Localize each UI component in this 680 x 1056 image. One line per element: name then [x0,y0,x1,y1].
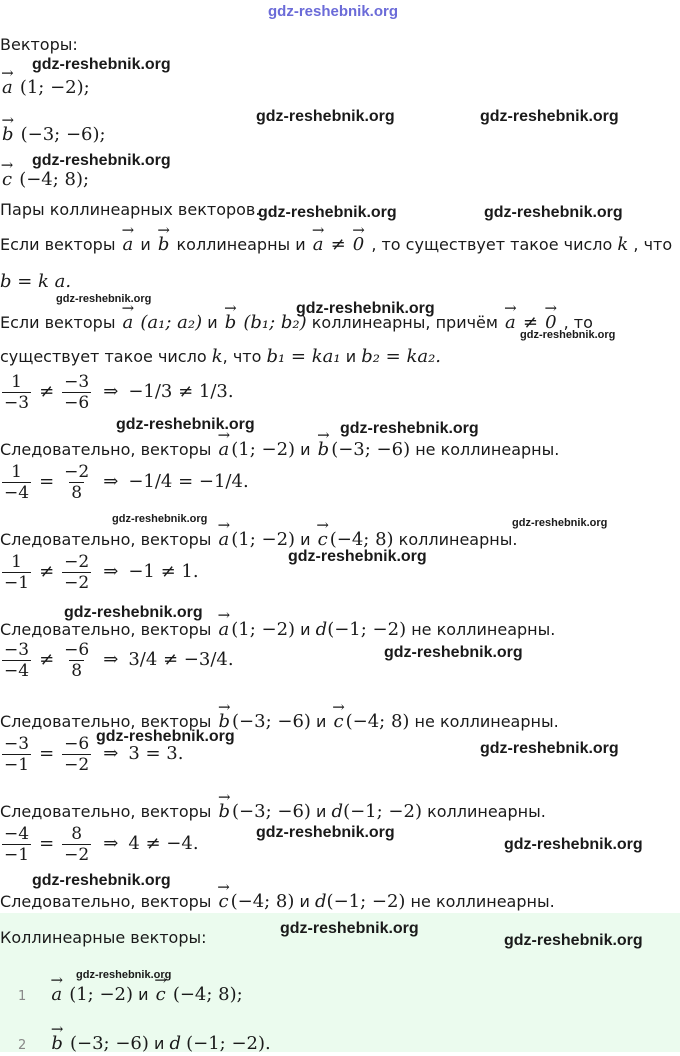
conclusion-and: и [316,712,327,731]
vector-b-line [0,125,106,145]
conclusion-prefix: Следовательно, векторы [0,802,212,821]
fraction-2 [62,640,91,681]
fraction-2-num: −6 [64,734,90,754]
fraction-1-num: 1 [11,462,22,482]
conclusion-v2-coords: (−4; 8) [329,529,394,550]
watermark: gdz-reshebnik.org [32,152,171,169]
rule2-eq1: b₁ = ka₁ [266,346,341,367]
fraction-2 [62,824,91,865]
answer-heading: Коллинеарные векторы: [0,928,207,947]
vector-b-coords: (−3; −6); [20,124,106,145]
conclusion-text: не коллинеарны. [411,620,556,639]
result: −1 ≠ 1. [128,561,199,582]
check-conclusion [0,802,546,822]
relation: = [39,471,55,492]
rule2-zero-vector: → 0 [543,313,558,333]
watermark: gdz-reshebnik.org [32,56,171,73]
conclusion-v2: d [331,801,344,822]
answer-item [18,1034,271,1056]
fraction-1 [2,552,31,593]
rule1-neq: ≠ [330,234,346,255]
conclusion-and: и [300,620,311,639]
conclusion-v1-coords: (1; −2) [231,529,296,550]
conclusion-prefix: Следовательно, векторы [0,440,212,459]
rule2-and: и [207,313,218,332]
fraction-2 [62,372,91,413]
rule1-eq: b = k a. [0,271,72,292]
watermark: gdz-reshebnik.org [512,517,608,529]
watermark: gdz-reshebnik.org [112,513,208,525]
conclusion-v1: → c [217,892,231,912]
vector-c-coords: (−4; 8); [19,169,90,190]
rule1-suffix: , то существует такое число [371,235,613,254]
implies-arrow: ⇒ [103,833,119,854]
watermark: gdz-reshebnik.org [484,204,623,221]
conclusion-prefix: Следовательно, векторы [0,620,212,639]
fraction-2-num: −3 [64,372,90,392]
fraction-2-den: 8 [71,483,83,503]
conclusion-v1: → a [217,530,232,550]
check-conclusion [0,530,517,550]
fraction-2 [62,552,91,593]
implies-arrow: ⇒ [103,743,119,764]
fraction-2-num: 8 [71,824,83,844]
rule2-vector-a: → a [121,313,136,333]
watermark: gdz-reshebnik.org [96,728,235,745]
conclusion-and: и [299,892,310,911]
relation: = [39,743,55,764]
conclusion-v1: → a [217,620,232,640]
fraction-2-den: −2 [64,755,90,775]
watermark: gdz-reshebnik.org [32,872,171,889]
rule1-prefix: Если векторы [0,235,116,254]
conclusion-v1-coords: (−3; −6) [232,711,311,732]
fraction-2-den: 8 [71,661,83,681]
check-conclusion [0,892,555,912]
fraction-1 [2,824,31,865]
fraction-1-den: −1 [4,845,30,865]
conclusion-text: коллинеарны. [427,802,546,821]
conclusion-v1-coords: (−3; −6) [232,801,311,822]
answer-item-and: и [138,985,149,1004]
fraction-1-den: −4 [4,661,30,681]
rule2-and2: и [345,347,357,366]
answer-item-v2: d [169,1033,182,1054]
vector-a-symbol: → a [0,78,15,98]
implies-arrow: ⇒ [103,471,119,492]
conclusion-v1: → a [217,440,232,460]
watermark: gdz-reshebnik.org [296,300,435,317]
watermark: gdz-reshebnik.org [256,108,395,125]
watermark: gdz-reshebnik.org [64,604,203,621]
conclusion-prefix: Следовательно, векторы [0,712,212,731]
result: 3/4 ≠ −3/4. [128,649,234,670]
conclusion-and: и [316,802,327,821]
fraction-1-den: −4 [4,483,30,503]
answer-item-v2c: (−4; 8); [172,984,243,1005]
conclusion-v1: → b [217,712,233,732]
rule1-middle: коллинеарны и [176,235,306,254]
watermark: gdz-reshebnik.org [504,836,643,853]
fraction-1 [2,462,31,503]
conclusion-v2-coords: (−4; 8) [345,711,410,732]
fraction-2 [62,462,91,503]
implies-arrow: ⇒ [103,561,119,582]
vector-a-coords: (1; −2); [19,77,90,98]
rule2-middle: коллинеарны, причём [311,313,498,332]
watermark: gdz-reshebnik.org [480,740,619,757]
conclusion-v2-coords: (−1; −2) [326,891,406,912]
conclusion-v1: → b [217,802,233,822]
answer-item-and: и [154,1034,165,1053]
answer-item-v2: → c [154,985,168,1005]
watermark: gdz-reshebnik.org [116,416,255,433]
rule1-vector-b: → b [156,235,172,255]
rule2-vector-b: → b [223,313,239,333]
fraction-1-num: 1 [11,552,22,572]
rule1-vector-a: → a [121,235,136,255]
conclusion-prefix: Следовательно, векторы [0,530,212,549]
fraction-1-num: 1 [11,372,22,392]
check-equation [0,552,199,593]
rule1-k: k [617,234,629,255]
rule2-line2 [0,347,441,367]
rule2-neq: ≠ [522,312,538,333]
conclusion-text: не коллинеарны. [414,712,559,731]
rule2-eq2: b₂ = ka₂. [361,346,442,367]
watermark: gdz-reshebnik.org [384,644,523,661]
fraction-2-den: −2 [64,573,90,593]
fraction-2-num: −6 [64,640,90,660]
fraction-2 [62,734,91,775]
answer-item-index: 1 [18,989,27,1004]
fraction-1 [2,640,31,681]
watermark: gdz-reshebnik.org [280,920,419,937]
rule2-that: , что [222,347,262,366]
watermark: gdz-reshebnik.org [340,420,479,437]
fraction-1-num: −4 [4,824,30,844]
check-conclusion [0,440,559,460]
fraction-2-num: −2 [64,462,90,482]
relation: = [39,833,55,854]
conclusion-v1-coords: (−4; 8) [230,891,295,912]
fraction-2-num: −2 [64,552,90,572]
rule2-b-coords: (b₁; b₂) [243,312,307,333]
conclusion-text: не коллинеарны. [415,440,560,459]
relation: ≠ [39,649,55,670]
vector-c-line [0,170,89,190]
rule1-equation [0,272,71,292]
rule2-line2-text: существует такое число [0,347,207,366]
watermark: gdz-reshebnik.org [56,293,152,305]
check-equation [0,372,234,413]
rule1-line [0,235,672,255]
rule2-vector-a2: → a [503,313,518,333]
answer-item-index: 2 [18,1038,27,1053]
watermark: gdz-reshebnik.org [288,548,427,565]
watermark-top[interactable]: gdz-reshebnik.org [268,3,399,20]
result: −1/3 ≠ 1/3. [128,381,234,402]
conclusion-v2: → c [332,712,346,732]
rule1-vector-a2: → a [311,235,326,255]
conclusion-text: коллинеарны. [398,530,518,549]
check-conclusion [0,620,555,640]
fraction-1-num: −3 [4,734,30,754]
rule2-prefix: Если векторы [0,313,116,332]
fraction-1 [2,734,31,775]
answer-item-v1: → a [49,985,64,1005]
check-equation [0,640,234,681]
check-equation [0,462,249,503]
pairs-heading: Пары коллинеарных векторов. [0,200,261,219]
vectors-heading: Векторы: [0,35,78,54]
relation: ≠ [39,561,55,582]
watermark: gdz-reshebnik.org [504,932,643,949]
check-equation [0,824,199,865]
conclusion-and: и [300,530,311,549]
relation: ≠ [39,381,55,402]
fraction-2-den: −2 [64,845,90,865]
conclusion-and: и [300,440,311,459]
rule2-a-coords: (a₁; a₂) [140,312,203,333]
fraction-1-den: −3 [4,393,30,413]
answer-item-v1c: (1; −2) [69,984,134,1005]
conclusion-v2: → c [316,530,330,550]
conclusion-v2: → b [316,440,332,460]
conclusion-v1-coords: (1; −2) [231,439,296,460]
conclusion-v2-coords: (−1; −2) [343,801,422,822]
answer-item-v1c: (−3; −6) [70,1033,149,1054]
rule2-k: k [211,346,223,367]
implies-arrow: ⇒ [103,649,119,670]
conclusion-text: не коллинеарны. [410,892,555,911]
conclusion-v2: d [315,619,328,640]
fraction-1-den: −1 [4,755,30,775]
result: 3 = 3. [128,743,184,764]
result: −1/4 = −1/4. [128,471,249,492]
implies-arrow: ⇒ [103,381,119,402]
vector-c-symbol: → c [0,170,14,190]
rule1-zero-vector: → 0 [351,235,366,255]
conclusion-v2-coords: (−1; −2) [327,619,407,640]
answer-item-v2c: (−1; −2). [186,1033,271,1054]
rule2-suffix: , то [563,313,593,332]
answer-item-v1: → b [49,1034,65,1054]
conclusion-v1-coords: (1; −2) [231,619,296,640]
fraction-2-den: −6 [64,393,90,413]
fraction-1-num: −3 [4,640,30,660]
conclusion-prefix: Следовательно, векторы [0,892,212,911]
watermark: gdz-reshebnik.org [76,969,172,981]
fraction-1-den: −1 [4,573,30,593]
conclusion-v2-coords: (−3; −6) [331,439,411,460]
watermark: gdz-reshebnik.org [258,204,397,221]
watermark: gdz-reshebnik.org [256,824,395,841]
watermark: gdz-reshebnik.org [480,108,619,125]
rule1-that: , что [633,235,673,254]
vector-a-line [0,78,90,98]
conclusion-v2: d [315,891,327,912]
rule1-and: и [140,235,151,254]
result: 4 ≠ −4. [128,833,199,854]
watermark: gdz-reshebnik.org [520,329,616,341]
check-conclusion [0,712,559,732]
vector-b-symbol: → b [0,125,16,145]
fraction-1 [2,372,31,413]
answer-item [18,985,243,1007]
